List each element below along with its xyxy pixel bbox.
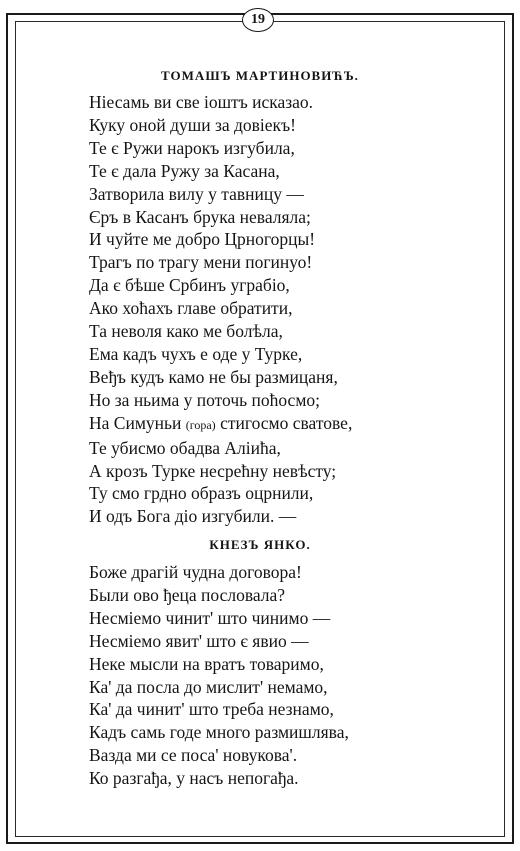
verse-line: И одъ Бога дiо изгубили. — — [89, 506, 297, 527]
poem-lines-yanko — [89, 561, 349, 790]
verse-line: Єръ в Касанъ брука неваляла; — [89, 206, 311, 227]
verse-line: Ако хоћахъ главе обратити, — [89, 298, 293, 319]
verse-line: Те є Ружи нарокъ изгубила, — [89, 137, 295, 158]
page-number: 19 — [242, 8, 274, 32]
verse-line: Куку оной души за довiекъ! — [89, 114, 296, 135]
verse-line: Да є бѣше Србинъ уграбiо, — [89, 275, 290, 296]
section-title-yanko: КНЕЗЪ ЯНКО. — [209, 537, 311, 552]
verse-line: Вазда ми се поса' новукова'. — [89, 745, 298, 766]
verse-line: Боже драгiй чудна договора! — [89, 562, 302, 582]
verse-line: Ка' да чинит' што треба незнамо, — [89, 699, 334, 720]
verse-line: Ту смо грдно образъ оцрнили, — [89, 483, 314, 504]
verse-line-with-note — [89, 412, 352, 437]
verse-part: стигосмо сватове, — [215, 412, 353, 433]
verse-line: Те є дала Ружу за Касана, — [89, 160, 280, 181]
verse-line: Ка' да посла до мислит' немамо, — [89, 676, 328, 697]
verse-line: Несмiемо чинит' што чинимо — — [89, 607, 331, 628]
verse-line: Те убисмо обадва Алiића, — [89, 437, 281, 458]
verse-line: Ема кадъ чухъ е оде у Турке, — [89, 343, 303, 364]
verse-part: На Симуньи — [89, 412, 186, 433]
section-title-tomash: ТОМАШЪ МАРТИНОВИЋЪ. — [161, 68, 359, 83]
verse-line: Ко разгађа, у насъ непогађа. — [89, 768, 299, 789]
verse-line: Кадъ самь годе много размишлява, — [89, 722, 349, 743]
verse-line: Веђъ кудъ камо не бы размицаня, — [89, 366, 338, 387]
verse-line: Но за ньима у поточь поћосмо; — [89, 389, 321, 410]
verse-line: А крозъ Турке несрећну невѣсту; — [89, 460, 337, 481]
verse-line: Трагъ по трагу мени погинуо! — [89, 252, 313, 273]
verse-line: Неке мысли на вратъ товаримо, — [89, 653, 324, 674]
verse-note: (гора) — [185, 417, 216, 432]
verse-line: Та неволя како ме болѣла, — [89, 321, 283, 342]
verse-line: Несмiемо явит' што є явио — — [89, 630, 309, 651]
verse-line: Затворила вилу у тавницу — — [89, 183, 304, 204]
verse-line: И чуйте ме добро Црногорцы! — [89, 229, 316, 250]
verse-line: Были ово ђеца пословала? — [89, 584, 286, 605]
poem-lines-tomash — [89, 91, 352, 528]
verse-line: Нiесамь ви све iоштъ исказао. — [89, 92, 314, 112]
